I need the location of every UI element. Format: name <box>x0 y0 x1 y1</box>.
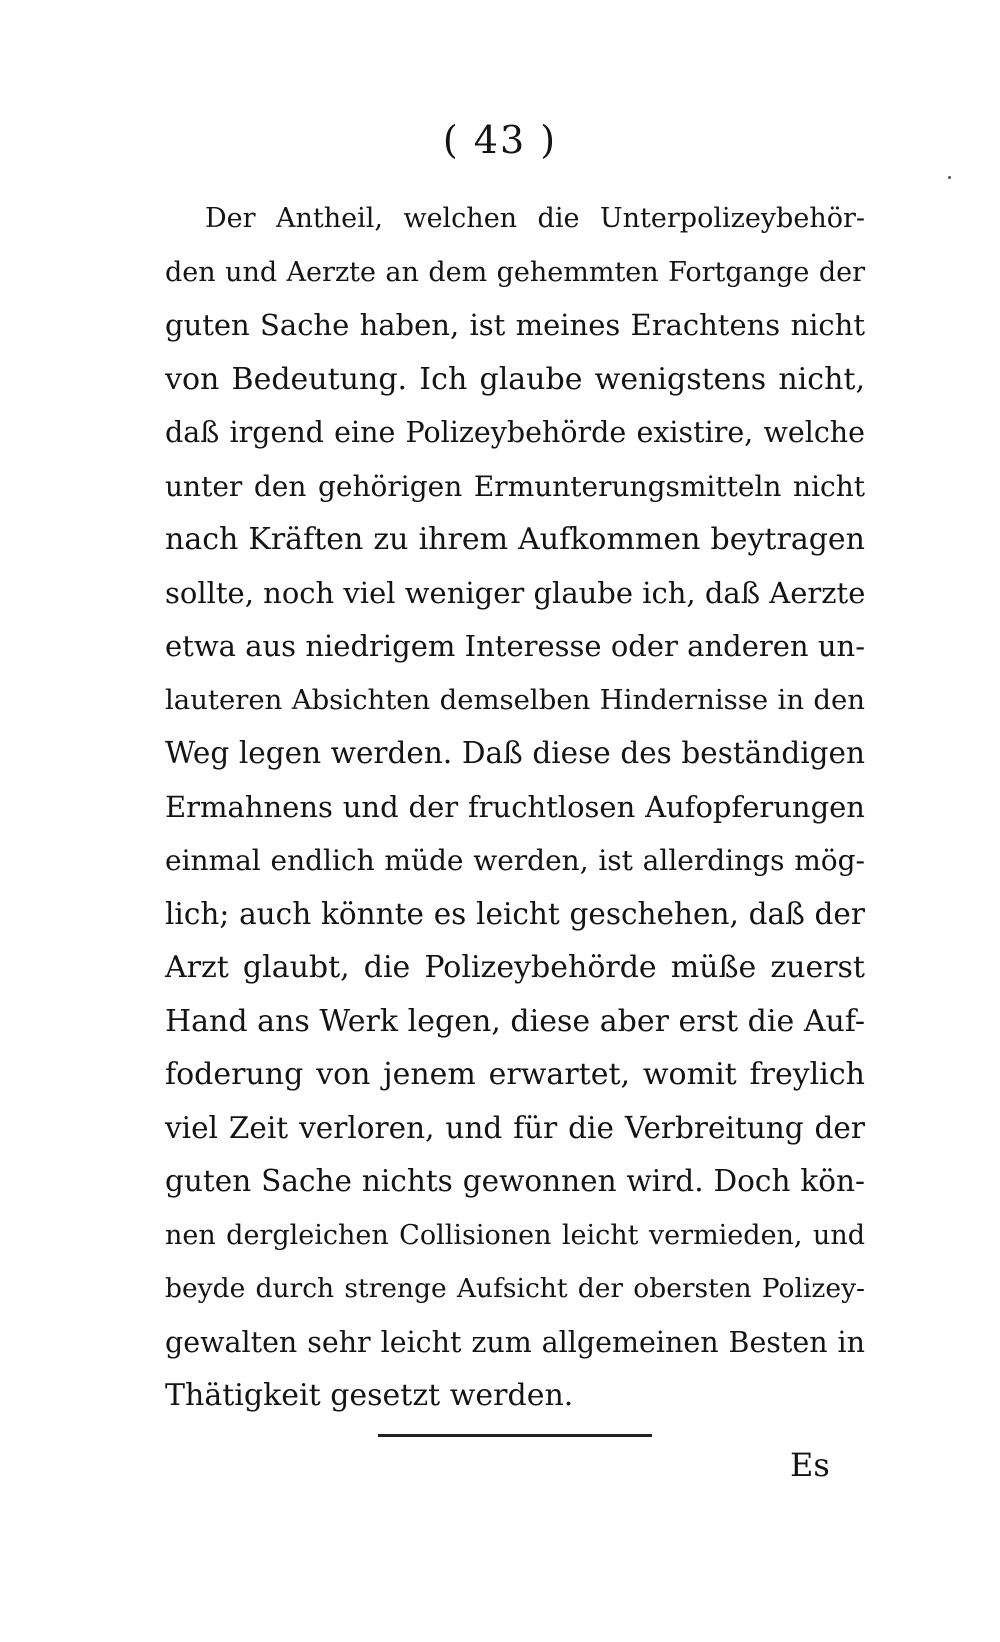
text-line: guten Sache nichts gewonnen wird. Doch kön- <box>165 1164 865 1198</box>
text-line: Weg legen werden. Daß diese des beständigen <box>165 736 865 770</box>
text-line: gewalten sehr leicht zum allgemeinen Besten in <box>165 1325 865 1359</box>
text-line: nach Kräften zu ihrem Aufkommen beytragen <box>165 522 865 557</box>
text-line: Hand ans Werk legen, diese aber erst die Auf- <box>165 1003 865 1039</box>
text-line: Arzt glaubt, die Polizeybehörde müße zuerst <box>165 950 865 985</box>
text-line: unter den gehörigen Ermunterungsmitteln nicht <box>165 469 865 503</box>
text-line: beyde durch strenge Aufsicht der obersten Polizey- <box>165 1273 865 1304</box>
page-number: ( 43 ) <box>442 118 558 162</box>
text-line: foderung von jenem erwartet, womit freylich <box>165 1057 865 1092</box>
horizontal-rule <box>378 1434 652 1437</box>
text-line: Der Antheil, welchen die Unterpolizeybehör- <box>205 203 865 234</box>
catchword: Es <box>790 1446 830 1484</box>
text-line: von Bedeutung. Ich glaube wenigstens nicht, <box>165 361 865 397</box>
scan-speck <box>948 176 951 179</box>
text-line: nen dergleichen Collisionen leicht vermieden, und <box>165 1219 865 1251</box>
text-line: lauteren Absichten demselben Hindernisse in den <box>165 683 865 716</box>
body-text <box>165 192 865 1423</box>
text-line: Thätigkeit gesetzt werden. <box>165 1378 574 1413</box>
text-line: viel Zeit verloren, und für die Verbreitung der <box>165 1110 865 1145</box>
text-line: den und Aerzte an dem gehemmten Fortgange der <box>165 256 865 288</box>
text-line: Ermahnens und der fruchtlosen Aufopferungen <box>165 789 865 824</box>
text-line: lich; auch könnte es leicht geschehen, daß der <box>165 896 865 931</box>
text-line: sollte, noch viel weniger glaube ich, daß Aerzte <box>165 575 866 610</box>
text-line: einmal endlich müde werden, ist allerdings mög- <box>165 844 865 877</box>
text-line: etwa aus niedrigem Interesse oder anderen un- <box>165 629 865 663</box>
text-line: daß irgend eine Polizeybehörde existire, welche <box>165 416 865 449</box>
text-line: guten Sache haben, ist meines Erachtens nicht <box>165 308 865 342</box>
